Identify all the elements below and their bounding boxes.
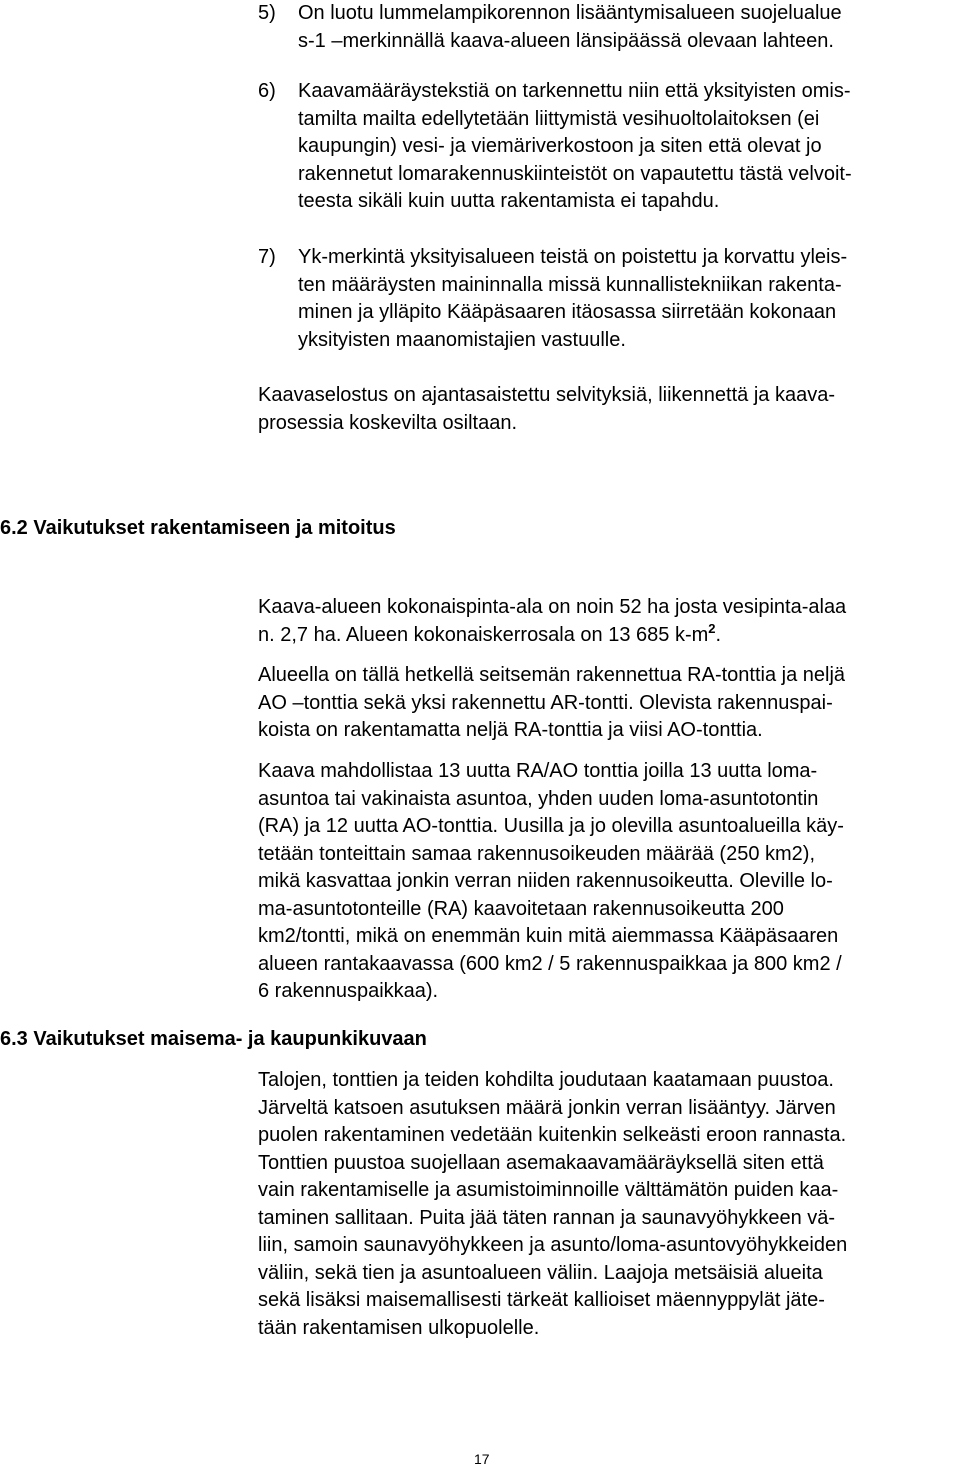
- paragraph-landscape: [258, 1067, 847, 1342]
- text-line: Kaavaselostus on ajantasaistettu selvityksiä, liikennettä ja kaava-: [258, 384, 835, 406]
- page-number: 17: [474, 1451, 490, 1467]
- text-line: Alueella on tällä hetkellä seitsemän rakennettua RA-tonttia ja neljä: [258, 664, 846, 686]
- text-line: Kaavamääräystekstiä on tarkennettu niin että yksityisten omis-: [298, 80, 851, 102]
- text-line: tään rakentamisen ulkopuolelle.: [258, 1316, 540, 1339]
- text-line: asuntoa tai vakinaista asuntoa, yhden uuden loma-asuntotontin: [258, 787, 819, 810]
- text-line: sekä lisäksi maisemallisesti tärkeät kallioiset mäennyppylät jäte-: [258, 1289, 825, 1311]
- text-line: kaupungin) vesi- ja viemäriverkostoon ja siten että olevat jo: [298, 135, 822, 157]
- paragraph-buildings: [258, 662, 845, 745]
- text-line: puolen rakentaminen vedetään kuitenkin selkeästi eroon rannasta.: [258, 1124, 847, 1146]
- section-heading-6-3: 6.3 Vaikutukset maisema- ja kaupunkikuvaan: [0, 1028, 427, 1050]
- text-line: väliin, sekä tien ja asuntoalueen väliin. Laajoja metsäisiä alueita: [258, 1261, 823, 1284]
- text-line: Yk-merkintä yksityisalueen teistä on poistettu ja korvattu yleis-: [298, 246, 848, 268]
- text-line: Kaava-alueen kokonaispinta-ala on noin 52 ha josta vesipinta-alaa: [258, 596, 847, 618]
- text-line: [258, 622, 846, 650]
- list-number: 5): [258, 2, 276, 24]
- text-line: yksityisten maanomistajien vastuulle.: [298, 328, 626, 351]
- text-line: km2/tontti, mikä on enemmän kuin mitä aiemmassa Kääpäsaaren: [258, 925, 839, 947]
- text-line: 6 rakennuspaikkaa).: [258, 980, 439, 1002]
- text-line: s-1 –merkinnällä kaava-alueen länsipäässä olevaan lahteen.: [298, 29, 834, 52]
- text-line: tetään tonteittain samaa rakennusoikeuden määrää (250 km2),: [258, 842, 816, 865]
- summary-paragraph: [258, 382, 835, 437]
- text-line: ma-asuntotonteille (RA) kaavoitetaan rakennusoikeutta 200: [258, 897, 784, 920]
- text-line: mikä kasvattaa jonkin verran niiden rakennusoikeutta. Oleville lo-: [258, 870, 833, 892]
- text-line: ten määräysten maininnalla missä kunnallistekniikan rakenta-: [298, 273, 842, 296]
- text-line: rakennetut lomarakennuskiinteistöt on vapautettu tästä velvoit-: [298, 162, 852, 185]
- text-line: koista on rakentamatta neljä RA-tonttia ja viisi AO-tonttia.: [258, 719, 763, 741]
- paragraph-plan-capacity: [258, 758, 844, 1006]
- text-line: alueen rantakaavassa (600 km2 / 5 rakennuspaikkaa ja 800 km2 /: [258, 952, 842, 975]
- list-item-text: [298, 78, 852, 216]
- text-line: liin, samoin saunavyöhykkeen ja asunto/loma-asuntovyöhykkeiden: [258, 1234, 848, 1256]
- text-line: vain rakentamiselle ja asumistoiminnoille välttämätön puiden kaa-: [258, 1179, 839, 1201]
- text-run: n. 2,7 ha. Alueen kokonaiskerrosala on 13 685 k-m: [258, 623, 709, 646]
- list-number: 7): [258, 246, 276, 268]
- text-line: teesta sikäli kuin uutta rakentamista ei tapahdu.: [298, 190, 720, 212]
- section-heading-6-2: 6.2 Vaikutukset rakentamiseen ja mitoitus: [0, 517, 396, 539]
- text-line: minen ja ylläpito Kääpäsaaren itäosassa siirretään kokonaan: [298, 301, 837, 323]
- text-line: tamilta mailta edellytetään liittymistä vesihuoltolaitoksen (ei: [298, 107, 820, 130]
- list-item-text: [298, 244, 847, 354]
- text-line: prosessia koskevilta osiltaan.: [258, 411, 518, 434]
- text-line: Järveltä katsoen asutuksen määrä jonkin verran lisääntyy. Järven: [258, 1096, 836, 1119]
- superscript: 2: [708, 620, 716, 636]
- text-line: AO –tonttia sekä yksi rakennettu AR-tontti. Olevista rakennuspai-: [258, 691, 833, 714]
- text-line: taminen sallitaan. Puita jää täten rannan ja saunavyöhykkeen vä-: [258, 1206, 836, 1229]
- text-line: Kaava mahdollistaa 13 uutta RA/AO tonttia joilla 13 uutta loma-: [258, 760, 818, 782]
- text-run: .: [715, 623, 722, 646]
- text-line: (RA) ja 12 uutta AO-tonttia. Uusilla ja jo olevilla asuntoalueilla käy-: [258, 815, 844, 837]
- list-number: 6): [258, 80, 276, 102]
- text-line: Tonttien puustoa suojellaan asemakaavamääräyksellä siten että: [258, 1151, 824, 1174]
- list-item-text: [298, 0, 842, 55]
- text-line: Talojen, tonttien ja teiden kohdilta joudutaan kaatamaan puustoa.: [258, 1069, 834, 1091]
- paragraph-area: [258, 594, 846, 649]
- text-line: On luotu lummelampikorennon lisääntymisalueen suojelualue: [298, 2, 842, 24]
